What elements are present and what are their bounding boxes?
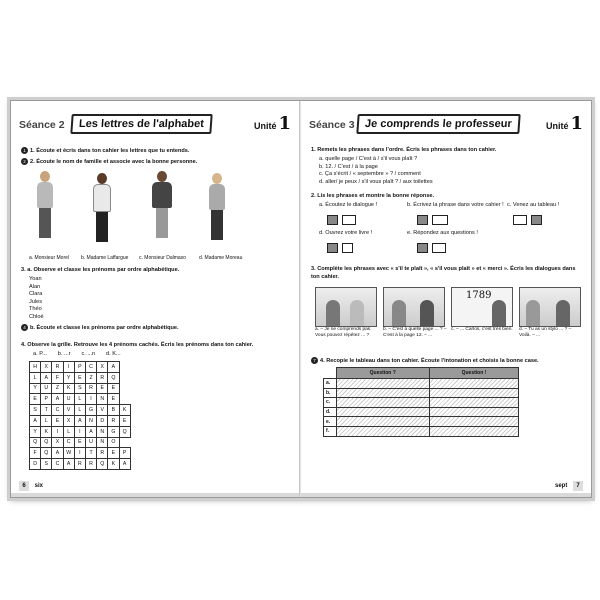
grid-cell: I	[74, 426, 85, 437]
scene-illustration-d	[519, 287, 581, 327]
grid-cell: P	[119, 448, 130, 459]
grid-row	[30, 426, 131, 437]
icons-row-1b	[417, 211, 448, 229]
grid-cell: A	[85, 426, 96, 437]
grid-cell: A	[30, 415, 41, 426]
grid-cell: Q	[41, 448, 52, 459]
grid-cell: N	[97, 394, 108, 405]
instruction-d: d. Ouvrez votre livre !	[319, 230, 373, 236]
audio-icon: 1	[21, 147, 28, 154]
grid-cell: E	[119, 415, 130, 426]
grid-cell: D	[30, 459, 41, 470]
board-icon	[513, 215, 527, 225]
grid-cell: A	[63, 459, 74, 470]
grid-cell: Q	[30, 437, 41, 448]
grid-cell: Y	[30, 383, 41, 394]
textbook-spread	[10, 100, 592, 498]
left-page	[11, 101, 299, 497]
grid-cell: A	[41, 372, 52, 383]
dialogue-icon	[327, 215, 338, 225]
sentence-item: d. aller/ je peux / s'il vous plaît ? / aux toilettes	[319, 178, 433, 185]
grid-cell: S	[74, 383, 85, 394]
hint-item: a. P...	[33, 351, 47, 357]
student-icon	[531, 215, 542, 225]
right-page	[301, 101, 591, 497]
row-label: e.	[324, 417, 337, 427]
grid-cell: U	[85, 437, 96, 448]
name-item: Chloé	[29, 313, 44, 320]
grid-cell: Q	[97, 459, 108, 470]
grid-cell: E	[30, 394, 41, 405]
instruction-a: a. Écoutez le dialogue !	[319, 202, 378, 208]
table-row	[324, 388, 519, 398]
page-number: 7	[573, 481, 583, 491]
speaker-icon	[417, 243, 428, 253]
grid-cell: E	[108, 383, 119, 394]
name-item: Yoan	[29, 276, 42, 282]
answer-cell	[336, 426, 429, 436]
dialogue-d: d. – Tu as un stylo ... ? – Voilà. – ...	[519, 327, 572, 338]
board-text: 1789	[466, 290, 492, 301]
grid-cell: I	[85, 394, 96, 405]
page-word: six	[34, 483, 44, 489]
sentence-item: b. 12. / C'est / à la page	[319, 163, 378, 170]
table-row	[324, 398, 519, 408]
dialogue-b: b. – C'est à quelle page ... ? – C'est à la page 12. – ...	[383, 327, 447, 338]
grid-cell: R	[74, 459, 85, 470]
grid-row	[30, 383, 131, 394]
table-header: Question ?	[336, 368, 429, 379]
instruction-c: c. Venez au tableau !	[507, 202, 560, 208]
grid-cell: Y	[30, 426, 41, 437]
seance-title: Les lettres de l'alphabet	[70, 114, 212, 134]
exercise-3a: 3. a. Observe et classe les prénoms par ordre alphabétique.	[21, 267, 180, 273]
grid-cell: A	[108, 362, 119, 373]
grid-cell: X	[52, 437, 63, 448]
name-item: Clara	[29, 291, 43, 297]
grid-cell: U	[63, 394, 74, 405]
book-icon	[327, 243, 338, 253]
person-label-b: b. Madame Laffargue	[81, 255, 129, 261]
grid-cell: B	[108, 405, 119, 416]
grid-cell: C	[52, 459, 63, 470]
right-footer	[555, 481, 583, 491]
exercise-3b: 4 b. Écoute et classe les prénoms par ordre alphabétique.	[21, 324, 179, 332]
grid-cell: X	[41, 362, 52, 373]
grid-row	[30, 372, 131, 383]
headphones-icon	[342, 215, 356, 225]
footer-bar	[11, 493, 299, 497]
exercise-4: 4. Observe la grille. Retrouve les 4 prénoms cachés. Écris les prénoms dans ton cahier.	[21, 342, 254, 348]
answer-cell	[336, 398, 429, 408]
pen-icon	[417, 215, 428, 225]
grid-cell: G	[85, 405, 96, 416]
answer-cell	[429, 388, 518, 398]
grid-cell: C	[85, 362, 96, 373]
exercise-2: 2 2. Écoute le nom de famille et associe avec la bonne personne.	[21, 158, 197, 166]
grid-cell: E	[74, 437, 85, 448]
answer-cell	[336, 407, 429, 417]
grid-cell: R	[85, 459, 96, 470]
grid-cell: F	[30, 448, 41, 459]
grid-cell: N	[85, 415, 96, 426]
grid-row	[30, 362, 131, 373]
grid-cell: T	[41, 405, 52, 416]
answer-cell	[429, 398, 518, 408]
grid-cell: A	[52, 448, 63, 459]
grid-cell: Z	[52, 383, 63, 394]
grid-cell: L	[74, 394, 85, 405]
grid-cell: R	[97, 372, 108, 383]
grid-cell: V	[63, 405, 74, 416]
grid-cell: O	[108, 437, 119, 448]
sentence-item: c. Ça s'écrit / « septembre » ? / comment	[319, 171, 421, 177]
instruction-b: b. Écrivez la phrase dans votre cahier !	[407, 202, 504, 208]
seance-label: Séance 3	[309, 119, 355, 131]
grid-cell: A	[74, 415, 85, 426]
sentence-item: a. quelle page / C'est à / s'il vous plaît ?	[319, 156, 418, 162]
grid-cell: E	[108, 448, 119, 459]
answer-cell	[336, 379, 429, 389]
word-search-grid	[29, 361, 131, 470]
person-label-d: d. Madame Moreau	[199, 255, 243, 261]
person-illustration-a	[37, 171, 53, 238]
name-list	[29, 276, 44, 321]
grid-cell: K	[119, 405, 130, 416]
grid-cell: S	[30, 405, 41, 416]
icons-row-2b	[417, 239, 446, 257]
grid-row	[30, 405, 131, 416]
grid-cell: R	[108, 415, 119, 426]
row-label: a.	[324, 379, 337, 389]
table-row	[324, 426, 519, 436]
grid-row	[30, 415, 131, 426]
unit-label: Unité 1	[545, 113, 583, 134]
grid-cell: K	[63, 383, 74, 394]
grid-cell: L	[41, 415, 52, 426]
table-row	[324, 379, 519, 389]
grid-cell: C	[52, 405, 63, 416]
person-illustration-b	[93, 173, 111, 242]
grid-cell: Q	[108, 372, 119, 383]
grid-cell: C	[63, 437, 74, 448]
grid-cell: L	[74, 405, 85, 416]
audio-icon: 4	[21, 324, 28, 331]
name-item: Théo	[29, 306, 42, 312]
grid-cell: L	[30, 372, 41, 383]
grid-row	[30, 448, 131, 459]
grid-cell: U	[41, 383, 52, 394]
audio-icon: 2	[21, 158, 28, 165]
answer-cell	[429, 379, 518, 389]
page-word: sept	[554, 483, 568, 489]
open-book-icon	[342, 243, 353, 253]
row-label: b.	[324, 388, 337, 398]
grid-cell: A	[52, 394, 63, 405]
r-exercise-4: 7 4. Recopie le tableau dans ton cahier. Écoute l'intonation et choisis la bonne case.	[311, 357, 539, 365]
grid-cell: R	[97, 448, 108, 459]
grid-cell: R	[85, 383, 96, 394]
grid-cell: E	[74, 372, 85, 383]
grid-cell: N	[97, 437, 108, 448]
grid-cell: I	[63, 362, 74, 373]
grid-cell: A	[119, 459, 130, 470]
grid-cell: D	[97, 415, 108, 426]
grid-row	[30, 394, 131, 405]
notebook-icon	[432, 215, 448, 225]
seance-label: Séance 2	[19, 119, 65, 131]
answer-cell	[429, 426, 518, 436]
r-exercise-3: 3. Complète les phrases avec « s'il te plaît », « s'il vous plaît » et « merci ». Écris les dialogues dans ton cahier.	[311, 266, 576, 280]
table-row	[324, 407, 519, 417]
dialogue-a: a. – Je ne comprends pas. Vous pouvez répétez ... ?	[315, 327, 372, 338]
answer-cell	[429, 417, 518, 427]
page-number: 6	[19, 481, 29, 491]
grid-cell: K	[41, 426, 52, 437]
person-label-a: a. Monsieur Morel	[29, 255, 70, 261]
right-header	[309, 113, 583, 139]
hint-item: b. ...r	[57, 351, 71, 357]
table-header: Question !	[429, 368, 518, 379]
row-label: d.	[324, 407, 337, 417]
grid-cell: L	[63, 426, 74, 437]
footer-bar	[301, 493, 591, 497]
grid-cell: I	[74, 448, 85, 459]
grid-cell: I	[52, 426, 63, 437]
person-illustration-d	[209, 173, 225, 240]
grid-cell: W	[63, 448, 74, 459]
grid-cell: Y	[63, 372, 74, 383]
instruction-e: e. Répondez aux questions !	[407, 230, 478, 236]
r-exercise-2: 2. Lis les phrases et montre la bonne réponse.	[311, 193, 435, 199]
grid-row	[30, 437, 131, 448]
audio-icon: 7	[311, 357, 318, 364]
left-header	[19, 113, 291, 139]
grid-cell: Q	[41, 437, 52, 448]
grid-cell: N	[97, 426, 108, 437]
grid-cell: G	[108, 426, 119, 437]
left-footer	[19, 481, 43, 491]
scene-illustration-c	[451, 287, 513, 327]
r-exercise-1-items	[319, 156, 433, 186]
grid-cell: X	[97, 362, 108, 373]
question-table	[323, 367, 519, 437]
grid-cell: P	[74, 362, 85, 373]
answer-cell	[429, 407, 518, 417]
grid-cell: S	[41, 459, 52, 470]
seance-title: Je comprends le professeur	[356, 114, 520, 134]
hint-item: d. K...	[106, 351, 121, 357]
person-illustration-c	[152, 171, 172, 238]
name-item: Alan	[29, 283, 41, 290]
grid-cell: Z	[85, 372, 96, 383]
r-exercise-1: 1. Remets les phrases dans l'ordre. Écris les phrases dans ton cahier.	[311, 147, 497, 153]
scene-illustration-a	[315, 287, 377, 327]
person-label-c: c. Monsieur Dalmaso	[139, 255, 186, 261]
grid-cell: H	[30, 362, 41, 373]
grid-cell: V	[97, 405, 108, 416]
icons-row-2	[327, 239, 353, 257]
name-item: Jules	[29, 298, 43, 305]
question-icon	[432, 243, 446, 253]
grid-cell: R	[52, 362, 63, 373]
grid-cell: F	[52, 372, 63, 383]
grid-cell: X	[63, 415, 74, 426]
icons-row-1	[327, 211, 356, 229]
row-label: c.	[324, 398, 337, 408]
grid-row	[30, 459, 131, 470]
row-label: f.	[324, 426, 337, 436]
answer-cell	[336, 417, 429, 427]
answer-cell	[336, 388, 429, 398]
unit-label: Unité 1	[253, 113, 291, 134]
exercise-1: 1 1. Écoute et écris dans ton cahier les lettres que tu entends.	[21, 147, 189, 155]
grid-cell: T	[85, 448, 96, 459]
scene-illustration-b	[383, 287, 445, 327]
grid-cell: P	[41, 394, 52, 405]
grid-cell: Q	[119, 426, 130, 437]
grid-cell: E	[108, 394, 119, 405]
hint-item: c. ...n	[81, 351, 96, 357]
grid-cell: E	[52, 415, 63, 426]
grid-cell: E	[97, 383, 108, 394]
grid-cell: K	[108, 459, 119, 470]
icons-row-1c	[513, 211, 542, 229]
hint-list	[33, 351, 121, 359]
table-row	[324, 417, 519, 427]
dialogue-c: c. – ... Carlos, c'est très bien.	[451, 327, 513, 332]
